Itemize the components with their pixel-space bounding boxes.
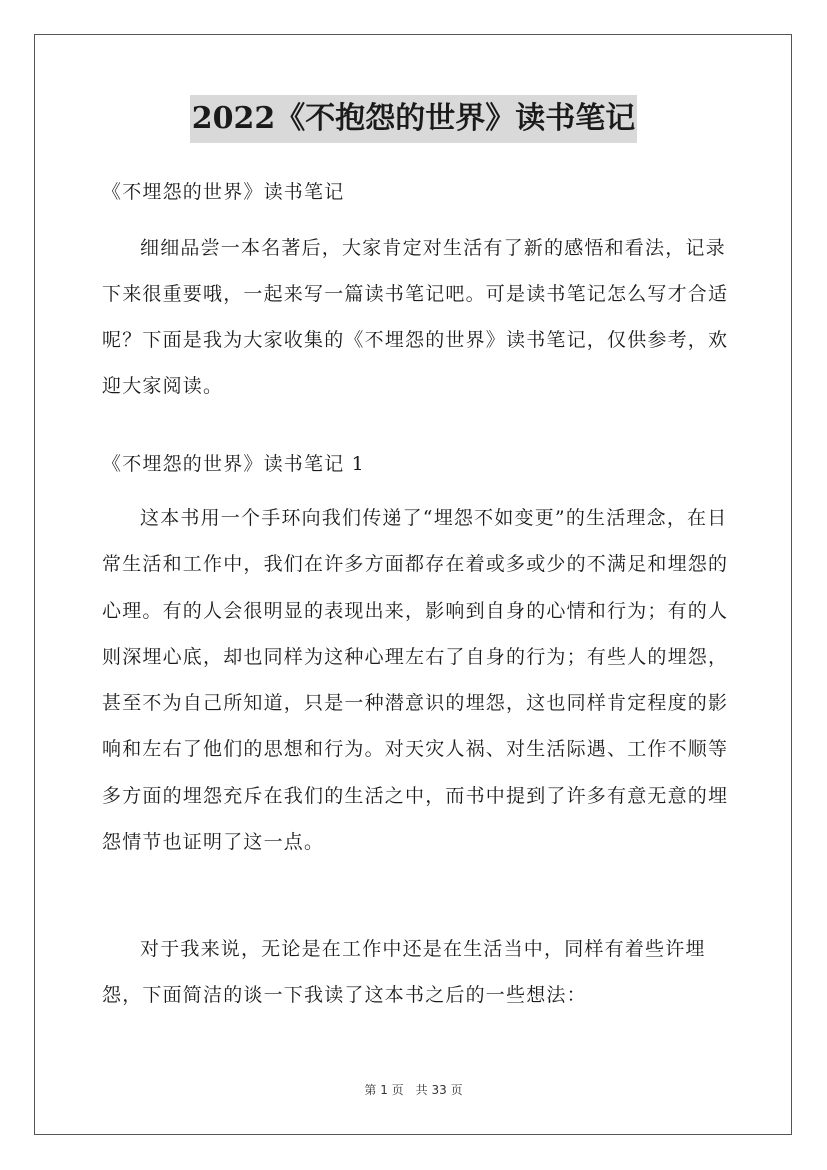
page-number-indicator: 第 1 页 共 33 页 xyxy=(364,1083,463,1097)
title-container xyxy=(0,95,827,143)
body-paragraph-1: 这本书用一个手环向我们传递了“埋怨不如变更”的生活理念，在日常生活和工作中，我们在许多方面都存在着或多或少的不满足和埋怨的心理。有的人会很明显的表现出来，影响到自身的心情和行为；有的人则深埋心底，却也同样为这种心理左右了自身的行为；有些人的埋怨，甚至不为自己所知道，只是一种潜意识的埋怨，这也同样肯定程度的影响和左右了他们的思想和行为。对天灾人祸、对生活际遇、工作不顺等多方面的埋怨充斥在我们的生活之中，而书中提到了许多有意无意的埋怨情节也证明了这一点。 xyxy=(102,507,729,854)
page-footer xyxy=(0,1081,827,1098)
section-heading: 《不埋怨的世界》读书笔记 1 xyxy=(102,453,365,475)
intro-paragraph: 细细品尝一本名著后，大家肯定对生活有了新的感悟和看法，记录下来很重要哦，一起来写一篇读书笔记吧。可是读书笔记怎么写才合适呢？下面是我为大家收集的《不埋怨的世界》读书笔记，仅供参考，欢迎大家阅读。 xyxy=(102,237,729,397)
document-heading: 《不埋怨的世界》读书笔记 xyxy=(102,181,345,203)
body-paragraph-2: 对于我来说，无论是在工作中还是在生活当中，同样有着些许埋怨，下面简洁的谈一下我读了这本书之后的一些想法： xyxy=(102,938,706,1006)
document-title: 2022《不抱怨的世界》读书笔记 xyxy=(190,95,638,143)
